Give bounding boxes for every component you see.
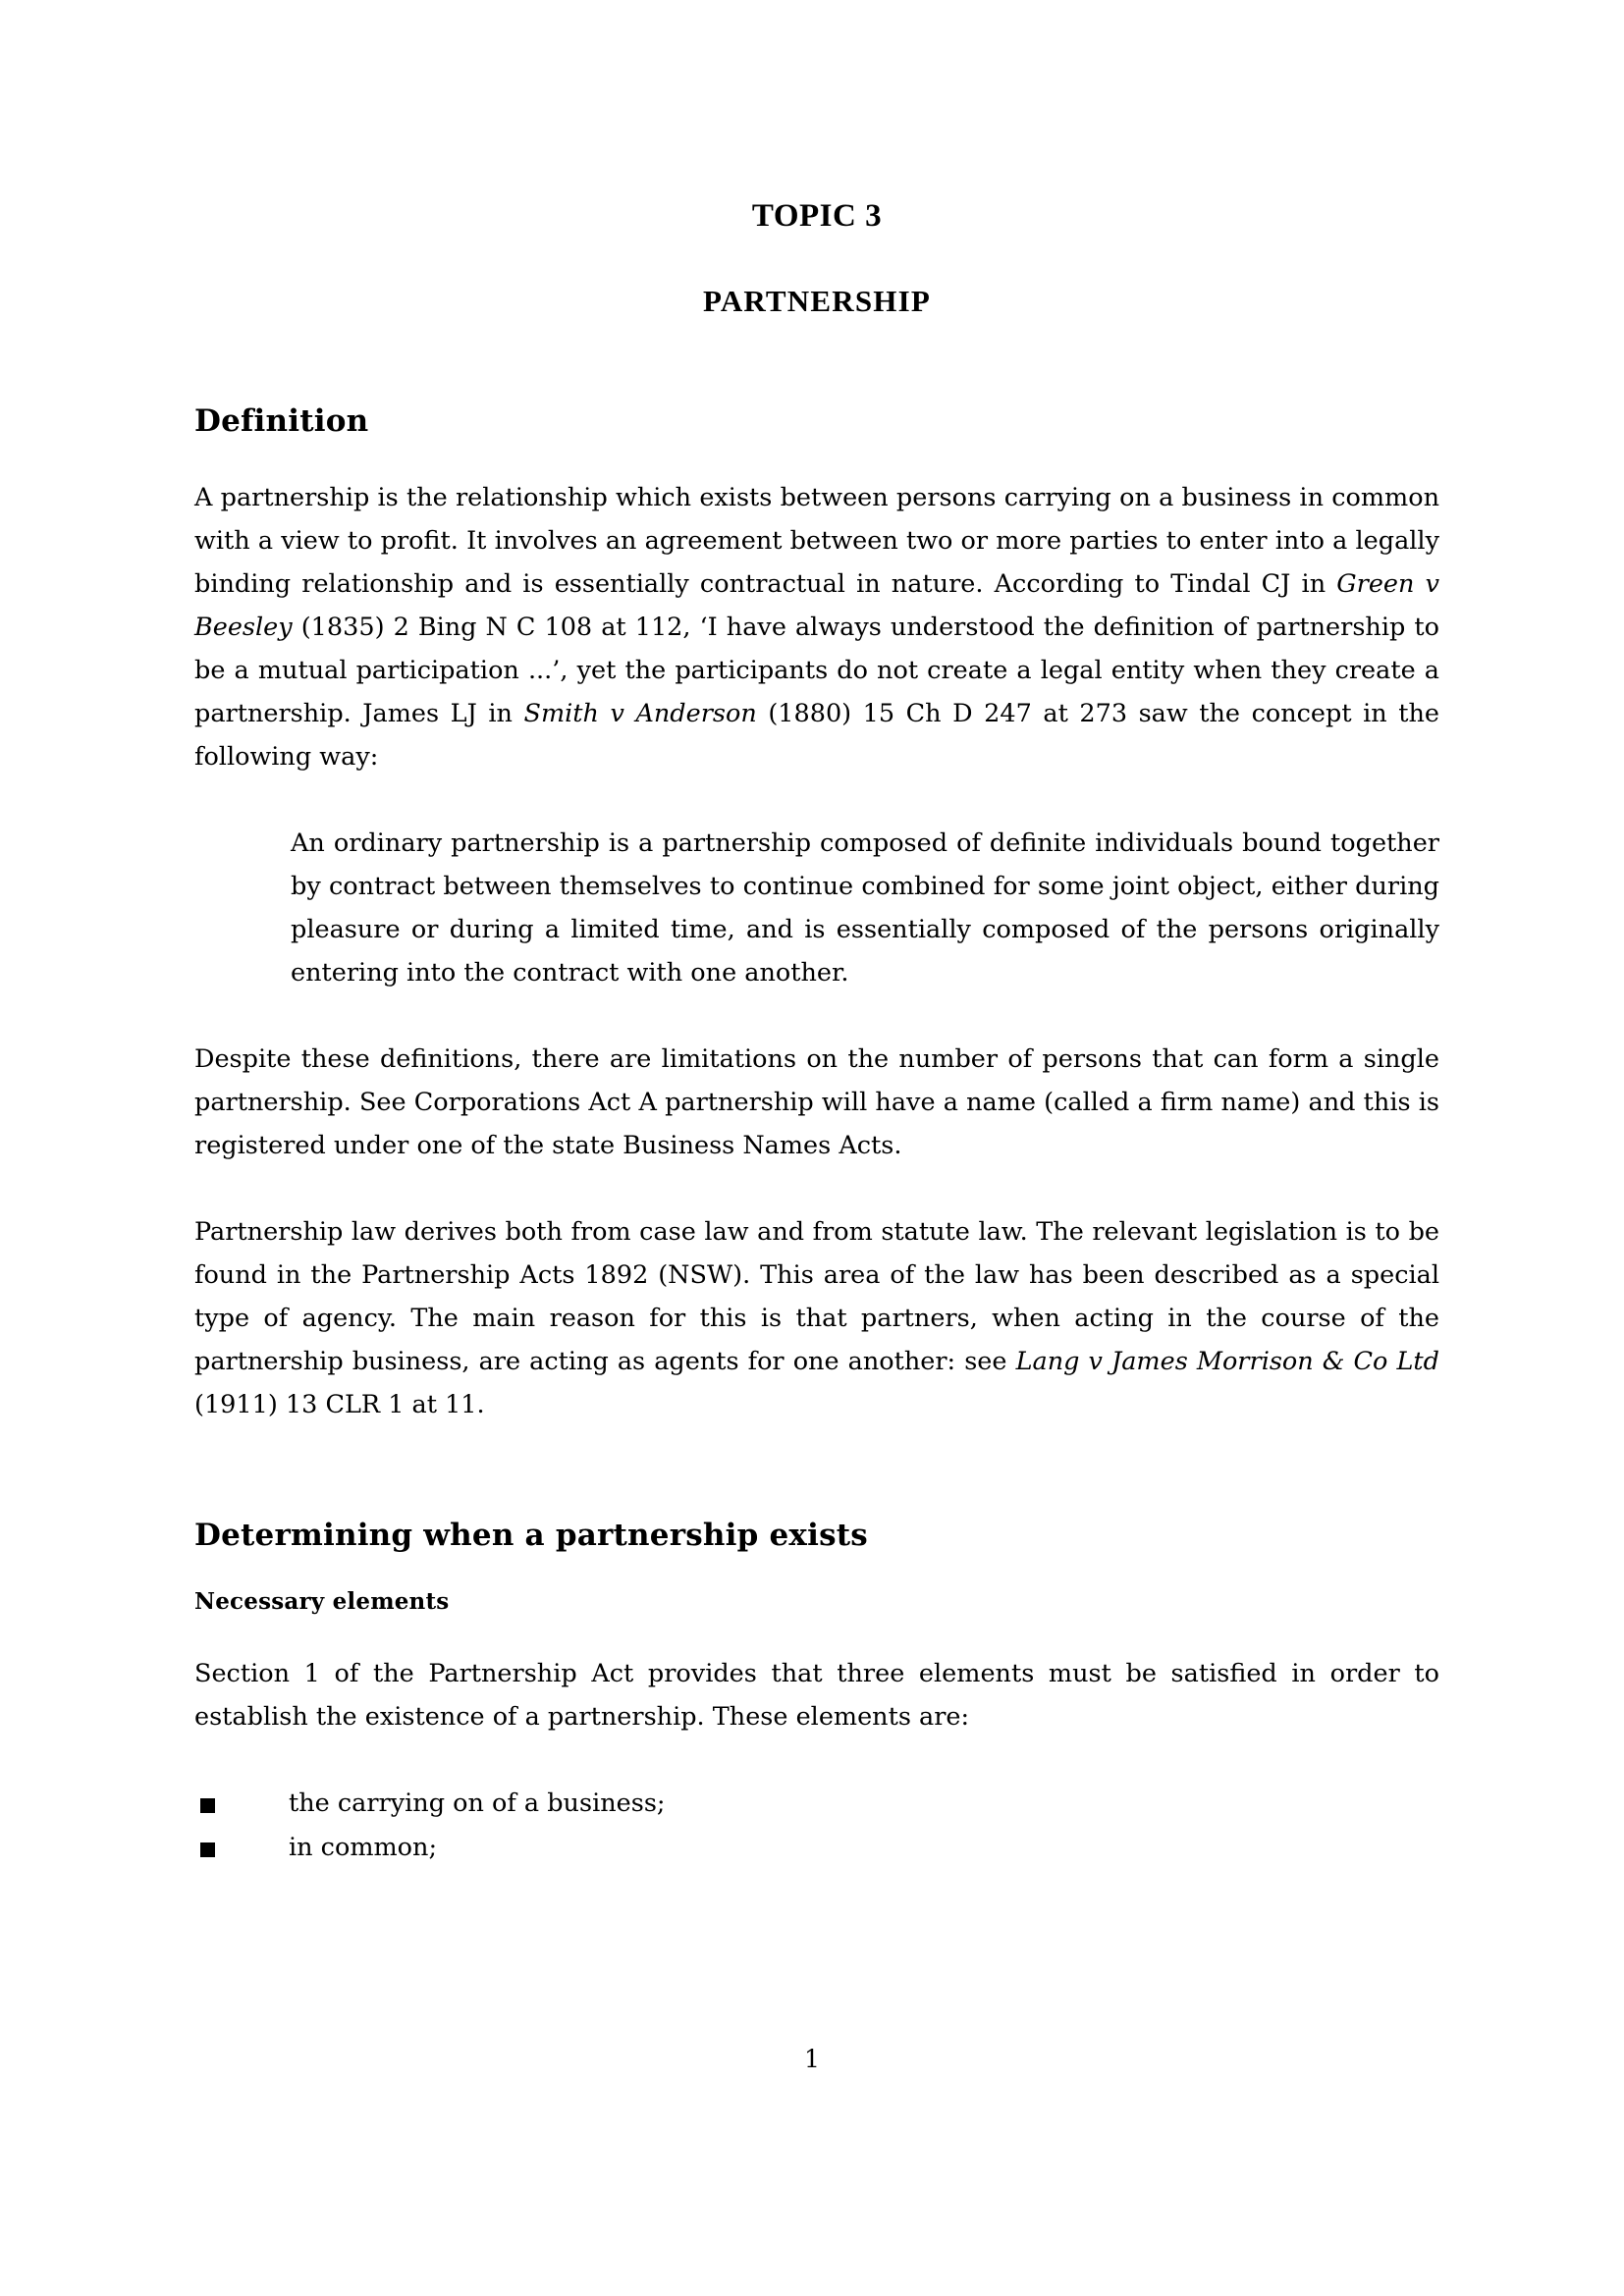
list-item-label: in common; xyxy=(289,1833,438,1862)
list-item xyxy=(194,1826,1439,1870)
list-item xyxy=(194,1782,1439,1826)
necessary-elements-list xyxy=(194,1782,1439,1870)
paragraph-text-part: Partnership law derives both from case law and from statute law. The relevant legislation is to be found in the Partnership Acts 1892 (NSW). This area of the law has been described as a special type of agency. The main reason for this is that partners, when acting in the course of the partnership business, are acting as agents for one another: see xyxy=(194,1217,1439,1376)
main-title: PARTNERSHIP xyxy=(702,284,931,318)
paragraph-definition-intro xyxy=(194,476,1439,778)
paragraph-limitations: Despite these definitions, there are limitations on the number of persons that can form a single partnership. See Corporations Act A partnership will have a name (called a firm name) and this is registered under one of the state Business Names Acts. xyxy=(194,1044,1439,1160)
square-bullet-icon xyxy=(194,1783,289,1826)
paragraph-partnership-law xyxy=(194,1210,1439,1426)
square-bullet-icon xyxy=(194,1827,289,1870)
spacer xyxy=(194,319,1439,403)
spacer xyxy=(194,1615,1439,1652)
spacer xyxy=(194,994,1439,1038)
topic-title: TOPIC 3 xyxy=(751,198,883,234)
case-citation-green-v-beesley: Green v Beesley xyxy=(194,569,1439,642)
paragraph-text-part: (1880) 15 Ch D 247 at 273 saw the concept in the following way: xyxy=(194,699,1440,772)
subheading-necessary-elements: Necessary elements xyxy=(194,1588,450,1615)
page-content xyxy=(194,0,1439,1870)
spacer xyxy=(194,1553,1439,1588)
spacer xyxy=(194,1426,1439,1518)
spacer xyxy=(194,1738,1439,1782)
list-item-label: the carrying on of a business; xyxy=(289,1789,666,1818)
heading-determining-partnership: Determining when a partnership exists xyxy=(194,1518,868,1553)
blockquote-smith-v-anderson: An ordinary partnership is a partnership composed of definite individuals bound together by contract between themselves to continue combined for some joint object, either during pleasure or during a limited time, and is essentially composed of the persons originally entering into the contract with one another. xyxy=(291,828,1439,988)
spacer xyxy=(194,1167,1439,1210)
spacer xyxy=(194,439,1439,476)
case-citation-smith-v-anderson: Smith v Anderson xyxy=(523,699,757,728)
paragraph-text-part: (1835) 2 Bing N C 108 at 112, ‘I have always understood the definition of partnership to be a mutual participation ...’, yet the participants do not create a legal entity when they create a partnership. James LJ in xyxy=(194,613,1439,728)
page-number: 1 xyxy=(804,2045,820,2073)
heading-definition: Definition xyxy=(194,403,369,439)
case-citation-lang-v-james-morrison: Lang v James Morrison & Co Ltd xyxy=(1015,1347,1439,1376)
paragraph-text-part: (1911) 13 CLR 1 at 11. xyxy=(194,1390,485,1419)
paragraph-text-part: A partnership is the relationship which exists between persons carrying on a business in common with a view to profit. It involves an agreement between two or more parties to enter into a legally binding relationship and is essentially contractual in nature. According to Tindal CJ in xyxy=(194,483,1439,599)
spacer xyxy=(194,778,1439,822)
paragraph-section-1-elements: Section 1 of the Partnership Act provides that three elements must be satisfied in order to establish the existence of a partnership. These elements are: xyxy=(194,1659,1439,1732)
